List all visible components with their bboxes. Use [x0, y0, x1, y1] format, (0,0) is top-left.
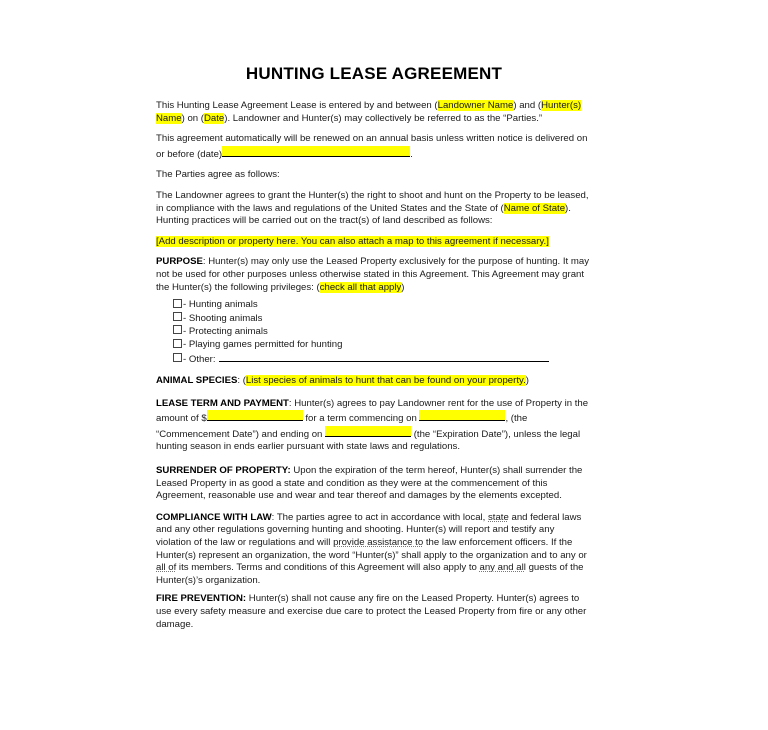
fire-heading: FIRE PREVENTION:: [156, 593, 247, 605]
grant-text: ). Hunting practices will be carried out on the tract(s) of land described as follows:: [156, 202, 571, 227]
intro-text: ) and (: [513, 100, 542, 111]
compliance-text: the law enforcement officers. If the Hunter(s) represent an organization, the word “Hunter(s)” shall apply to the organization and to any or: [156, 537, 587, 561]
grant-paragraph: [156, 190, 592, 228]
document-body: [156, 100, 592, 639]
lease-text: : Hunter(s) agrees to pay Landowner rent for the use of Property in the amount of $: [156, 397, 589, 425]
surrender-heading: SURRENDER OF PROPERTY:: [156, 465, 291, 477]
compliance-text: guests of the Hunter(s)’s organization.: [156, 562, 584, 586]
privileges-checklist: [173, 298, 592, 365]
compliance-heading: COMPLIANCE WITH LAW: [156, 511, 272, 523]
other-blank[interactable]: [219, 352, 549, 362]
compliance-text: its members. Terms and conditions of this Agreement will also apply to: [176, 562, 480, 574]
compliance-text: : The parties agree to act in accordance with local,: [271, 511, 488, 523]
privilege-item: [173, 312, 592, 325]
surrender-text: Upon the expiration of the term hereof, Hunter(s) shall surrender the Leased Property in as good a state and condition as they were at the commencement of this Agreement, reasonable use and wear and tear thereof and damages by the elements excepted.: [156, 465, 583, 502]
checkbox[interactable]: [173, 339, 182, 348]
intro-text: ) on (: [181, 112, 204, 124]
hunter-name-field[interactable]: Hunter(s) Name: [156, 100, 582, 124]
purpose-heading: PURPOSE: [156, 256, 203, 268]
renewal-text: This agreement automatically will be renewed on an annual basis unless written notice is delivered on or before (date): [156, 133, 588, 160]
species-paragraph: [156, 375, 592, 388]
lease-text: , (the “Commencement Date”) and ending on: [156, 413, 528, 440]
state-name-field[interactable]: Name of State: [503, 202, 566, 214]
intro-text: This Hunting Lease Agreement Lease is entered by and between (: [156, 100, 438, 111]
lease-text: for a term commencing on: [302, 413, 420, 425]
renewal-paragraph: [156, 133, 592, 161]
privilege-label: - Other:: [183, 353, 216, 365]
privilege-item: [173, 325, 592, 338]
document-title: HUNTING LEASE AGREEMENT: [245, 64, 503, 83]
date-field[interactable]: Date: [204, 112, 225, 124]
privilege-label: - Protecting animals: [183, 325, 268, 337]
species-heading: ANIMAL SPECIES: [156, 375, 238, 387]
fire-text: Hunter(s) shall not cause any fire on the Leased Property. Hunter(s) agrees to use every safety measure and exercise due care to protect the Leased Property from fire or any other damage.: [156, 593, 587, 630]
compliance-text: all of: [156, 562, 177, 574]
lease-heading: LEASE TERM AND PAYMENT: [156, 397, 289, 409]
privilege-label: - Hunting animals: [183, 299, 258, 311]
checkbox[interactable]: [173, 353, 182, 362]
compliance-text: state: [488, 511, 509, 523]
purpose-paragraph: [156, 256, 592, 294]
intro-paragraph: [156, 100, 592, 125]
compliance-text: and federal laws and any other regulations governing hunting and shooting. Hunter(s) will report and testify any violation of the law or regulations and will: [156, 511, 582, 549]
privilege-item: [173, 298, 592, 311]
lease-text: (the “Expiration Date”), unless the legal hunting season in ends earlier pursuant with state laws and regulations.: [156, 428, 581, 453]
privilege-label: - Playing games permitted for hunting: [183, 339, 343, 351]
fire-paragraph: [156, 593, 592, 631]
privilege-label: - Shooting animals: [183, 312, 263, 324]
lease-paragraph: [156, 398, 592, 454]
renewal-date-blank[interactable]: [222, 146, 410, 157]
checkbox[interactable]: [173, 325, 182, 334]
privilege-item: [173, 338, 592, 351]
rent-amount-blank[interactable]: [207, 410, 303, 421]
intro-text: ). Landowner and Hunter(s) may collectively be referred to as the “Parties.”: [224, 112, 543, 124]
species-text: ): [525, 375, 529, 387]
compliance-text: any and all: [479, 562, 526, 574]
purpose-text: ): [401, 281, 405, 293]
check-all-note: check all that apply: [319, 281, 402, 293]
compliance-text: provide assistance to: [333, 537, 424, 549]
renewal-text: .: [410, 148, 413, 160]
commencement-date-blank[interactable]: [419, 410, 505, 421]
parties-agree-paragraph: The Parties agree as follows:: [156, 169, 280, 181]
property-description-field[interactable]: [Add description or property here. You can also attach a map to this agreement if necessary.]: [156, 235, 549, 247]
privilege-item: [173, 352, 592, 365]
species-list-field[interactable]: List species of animals to hunt that can be found on your property.: [245, 375, 526, 387]
checkbox[interactable]: [173, 312, 182, 321]
description-paragraph: [156, 236, 592, 249]
checkbox[interactable]: [173, 299, 182, 308]
surrender-paragraph: [156, 465, 592, 503]
species-text: : (: [237, 375, 246, 387]
expiration-date-blank[interactable]: [325, 426, 411, 437]
grant-text: The Landowner agrees to grant the Hunter(s) the right to shoot and hunt on the Property to be leased, in compliance with the laws and regulations of the United States and the State of (: [156, 189, 589, 214]
compliance-paragraph: [156, 512, 592, 588]
purpose-text: : Hunter(s) may only use the Leased Property exclusively for the purpose of hunting. It may not be used for other purposes unless otherwise stated in this Agreement. This Agreement may grant the Hunter(s) the following privileges: (: [156, 256, 589, 293]
landowner-name-field[interactable]: Landowner Name: [437, 100, 514, 111]
